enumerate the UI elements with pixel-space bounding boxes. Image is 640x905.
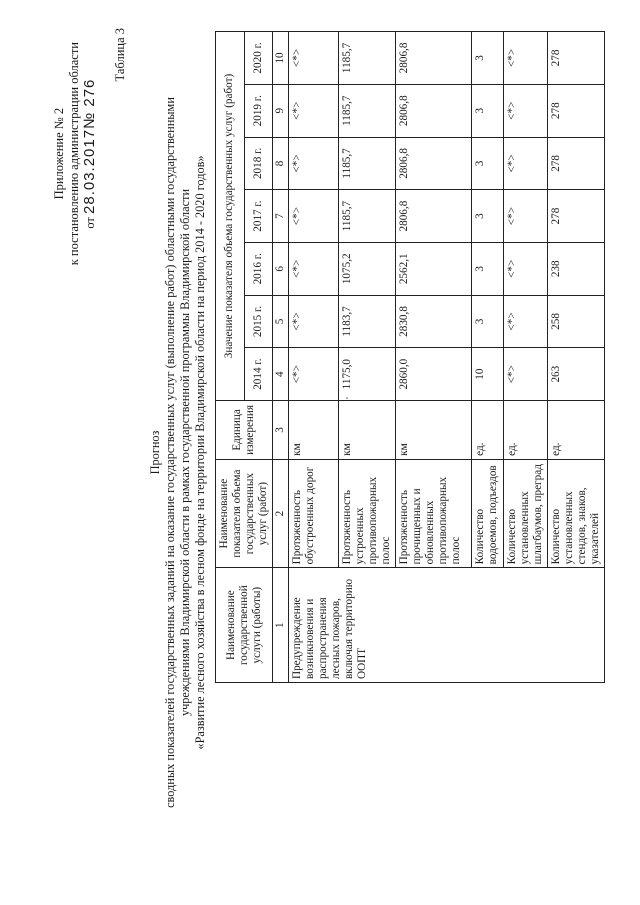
indicator-cell: Количество установленных стендов, знаков, указателей: [548, 459, 605, 567]
indicator-cell: Протяженность прочищенных и обновленных противопожарных полос: [396, 459, 472, 567]
value-cell: 3: [472, 84, 504, 137]
annex-block: [52, 42, 98, 265]
table-row: [289, 32, 339, 683]
column-number: 7: [273, 190, 289, 243]
header-year: 2018 г.: [244, 137, 273, 190]
scan-speck: [346, 397, 348, 399]
header-year: 2015 г.: [244, 295, 273, 348]
value-cell: 3: [472, 242, 504, 295]
value-cell: 2562,1: [396, 242, 472, 295]
value-cell: 2806,8: [396, 137, 472, 190]
title-line-1: Прогноз: [148, 430, 162, 475]
title-line-2: сводных показателей государственных заданий на оказание государственных услуг (выполнение работ) областными государственными: [163, 97, 177, 808]
value-cell: 278: [548, 137, 605, 190]
value-cell: 263: [548, 348, 605, 401]
value-cell: 1183,7: [339, 295, 396, 348]
service-name-cell: Предупреждение возникновения и распространения лесных пожаров, включая территорию ООПТ: [289, 568, 605, 683]
value-cell: 1185,7: [339, 190, 396, 243]
value-cell: 258: [548, 295, 605, 348]
column-number: 3: [273, 400, 289, 459]
value-cell: <*>: [504, 137, 548, 190]
value-cell: <*>: [504, 295, 548, 348]
indicator-cell: Количество водоемов, подъездов: [472, 459, 504, 567]
value-cell: 2806,8: [396, 190, 472, 243]
value-cell: 238: [548, 242, 605, 295]
value-cell: 10: [472, 348, 504, 401]
value-cell: <*>: [504, 84, 548, 137]
value-cell: <*>: [504, 190, 548, 243]
value-cell: 278: [548, 190, 605, 243]
value-cell: 2830,8: [396, 295, 472, 348]
unit-cell: ед.: [504, 400, 548, 459]
value-cell: <*>: [289, 242, 339, 295]
value-cell: 1185,7: [339, 84, 396, 137]
column-number: 10: [273, 32, 289, 85]
forecast-table: [215, 31, 605, 683]
value-cell: 2806,8: [396, 84, 472, 137]
value-cell: 1175,0: [339, 348, 396, 401]
indicator-cell: Протяженность обустроенных дорог: [289, 459, 339, 567]
value-cell: <*>: [289, 295, 339, 348]
value-cell: 1075,2: [339, 242, 396, 295]
unit-cell: км: [339, 400, 396, 459]
table-number: Таблица 3: [113, 28, 127, 82]
value-cell: <*>: [504, 348, 548, 401]
value-cell: 2860,0: [396, 348, 472, 401]
value-cell: <*>: [289, 190, 339, 243]
indicator-cell: Протяженность устроенных противопожарных полос: [339, 459, 396, 567]
header-year: 2019 г.: [244, 84, 273, 137]
unit-cell: ед.: [472, 400, 504, 459]
value-cell: 3: [472, 137, 504, 190]
header-year: 2020 г.: [244, 32, 273, 85]
column-number: 1: [273, 568, 289, 683]
value-cell: <*>: [504, 32, 548, 85]
annex-order-number: 28.03.2017№ 276: [81, 78, 98, 214]
header-unit: Единица измерения: [216, 400, 273, 459]
column-number: 9: [273, 84, 289, 137]
value-cell: 2806,8: [396, 32, 472, 85]
column-number: 5: [273, 295, 289, 348]
annex-resolution: к постановлению администрации области: [67, 42, 81, 266]
value-cell: <*>: [504, 242, 548, 295]
value-cell: 278: [548, 32, 605, 85]
column-number: 2: [273, 459, 289, 567]
header-row-1: [216, 32, 245, 683]
document-title: [148, 0, 208, 905]
unit-cell: км: [289, 400, 339, 459]
annex-title: Приложение № 2: [52, 107, 66, 200]
column-number: 6: [273, 242, 289, 295]
header-year: 2017 г.: [244, 190, 273, 243]
annex-date: [82, 42, 98, 265]
unit-cell: ед.: [548, 400, 605, 459]
header-year: 2014 г.: [244, 348, 273, 401]
header-year: 2016 г.: [244, 242, 273, 295]
value-cell: 278: [548, 84, 605, 137]
column-numbers-row: [273, 32, 289, 683]
unit-cell: км: [396, 400, 472, 459]
value-cell: 1185,7: [339, 137, 396, 190]
header-indicator: Наименование показателя объема государственных услуг (работ): [216, 459, 273, 567]
column-number: 4: [273, 348, 289, 401]
value-cell: <*>: [289, 84, 339, 137]
header-values-group: Значение показателя объема государственных услуг (работ): [216, 32, 245, 401]
table-body: [289, 32, 605, 683]
value-cell: <*>: [289, 32, 339, 85]
value-cell: 1185,7: [339, 32, 396, 85]
indicator-cell: Количество установленных шлагбаумов, преград: [504, 459, 548, 567]
title-line-4: «Развитие лесного хозяйства в лесном фонде на территории Владимирской области на период 2014 - 2020 годов»: [193, 155, 207, 750]
value-cell: 3: [472, 190, 504, 243]
value-cell: 3: [472, 295, 504, 348]
header-service: Наименование государственной услуги (работы): [216, 568, 273, 683]
title-line-3: учреждениями Владимирской области в рамках государственной программы Владимирской области: [178, 188, 192, 717]
annex-date-prefix: от: [83, 217, 97, 229]
column-number: 8: [273, 137, 289, 190]
value-cell: <*>: [289, 348, 339, 401]
value-cell: 3: [472, 32, 504, 85]
value-cell: <*>: [289, 137, 339, 190]
